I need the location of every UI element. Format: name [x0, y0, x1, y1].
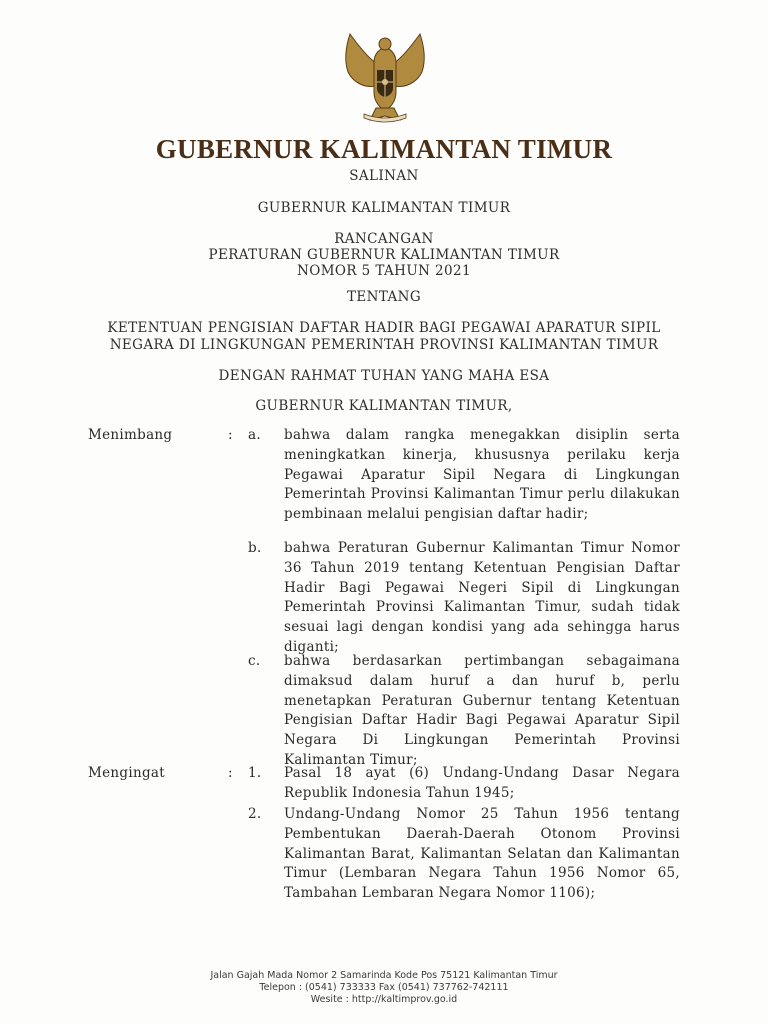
- footer-address: Jalan Gajah Mada Nomor 2 Samarinda Kode Pos 75121 Kalimantan Timur: [210, 970, 558, 981]
- blessing-line: DENGAN RAHMAT TUHAN YANG MAHA ESA: [218, 368, 550, 384]
- subject-line-2: NEGARA DI LINGKUNGAN PEMERINTAH PROVINSI KALIMANTAN TIMUR: [109, 337, 659, 353]
- footer-website: Wesite : http://kaltimprov.go.id: [310, 994, 458, 1005]
- menimbang-colon: :: [228, 427, 233, 443]
- salinan-label: SALINAN: [349, 168, 419, 184]
- menimbang-item-c-text: bahwa berdasarkan pertimbangan sebagaimana dimaksud dalam huruf a dan huruf b, perlu menetapkan Peraturan Gubernur tentang Ketentuan Pengisian Daftar Hadir Bagi Pegawai Aparatur Sipil Negara Di Lingkungan Pemerintah Provinsi Kalimantan Timur;: [284, 653, 680, 768]
- menimbang-item-b-text: bahwa Peraturan Gubernur Kalimantan Timur Nomor 36 Tahun 2019 tentang Ketentuan Pengisian Daftar Hadir Bagi Pegawai Negeri Sipil di Lingkungan Pemerintah Provinsi Kalimantan Timur, sudah tidak sesuai lagi dengan kondisi yang ada sehingga harus diganti;: [284, 540, 680, 655]
- garuda-pancasila-emblem-icon: [330, 26, 440, 126]
- mengingat-item-2-marker: 2.: [248, 806, 262, 822]
- menimbang-item-a-text: bahwa dalam rangka menegakkan disiplin serta meningkatkan kinerja, khususnya perilaku kerja Pegawai Aparatur Sipil Negara di Lingkungan Pemerintah Provinsi Kalimantan Timur perlu dilakukan pembinaan melalui pengisian daftar hadir;: [284, 427, 680, 523]
- footer-phone: Telepon : (0541) 733333 Fax (0541) 737762-742111: [259, 982, 509, 993]
- regulation-number: NOMOR 5 TAHUN 2021: [297, 263, 471, 279]
- issuer-line: GUBERNUR KALIMANTAN TIMUR,: [255, 398, 513, 414]
- menimbang-item-a-marker: a.: [248, 427, 261, 443]
- governor-letterhead-title: GUBERNUR KALIMANTAN TIMUR: [155, 134, 613, 164]
- mengingat-item-2-text: Undang-Undang Nomor 25 Tahun 1956 tentang Pembentukan Daerah-Daerah Otonom Provinsi Kalimantan Barat, Kalimantan Selatan dan Kalimantan Timur (Lembaran Negara Tahun 1956 Nomor 65, Tambahan Lembaran Negara Nomor 1106);: [284, 806, 680, 902]
- menimbang-label: Menimbang: [88, 427, 173, 443]
- mengingat-colon: :: [228, 765, 233, 781]
- official-title: GUBERNUR KALIMANTAN TIMUR: [257, 200, 511, 216]
- tentang-label: TENTANG: [346, 289, 422, 305]
- draft-label: RANCANGAN: [334, 231, 434, 247]
- mengingat-item-1-text: Pasal 18 ayat (6) Undang-Undang Dasar Negara Republik Indonesia Tahun 1945;: [284, 765, 680, 801]
- subject-line-1: KETENTUAN PENGISIAN DAFTAR HADIR BAGI PEGAWAI APARATUR SIPIL: [107, 320, 661, 336]
- mengingat-item-1-marker: 1.: [248, 765, 262, 781]
- menimbang-item-b-marker: b.: [248, 540, 262, 556]
- regulation-name: PERATURAN GUBERNUR KALIMANTAN TIMUR: [208, 247, 560, 263]
- mengingat-label: Mengingat: [88, 765, 165, 781]
- menimbang-item-c-marker: c.: [248, 653, 261, 669]
